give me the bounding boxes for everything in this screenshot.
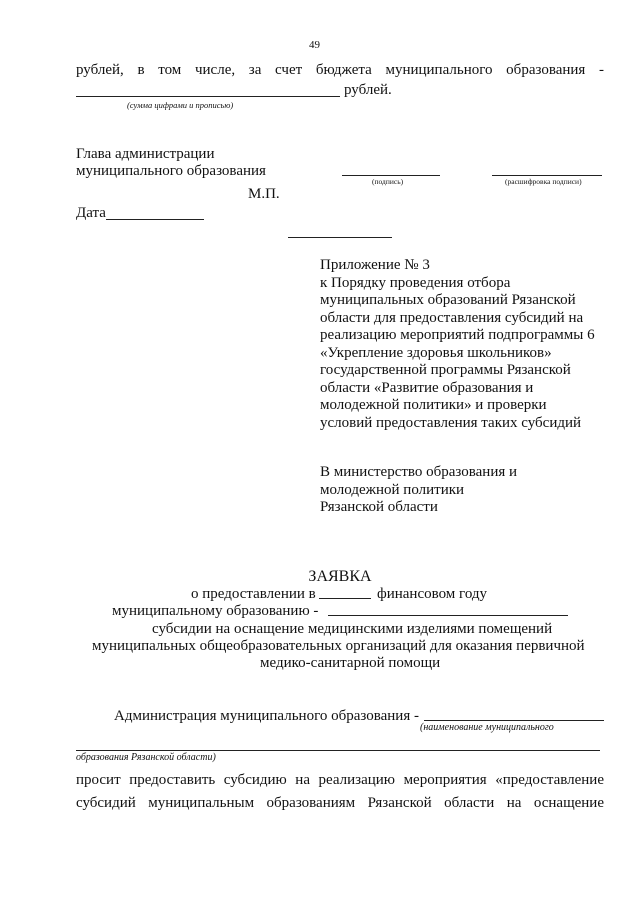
transcript-blank-line <box>492 175 602 176</box>
admin-name-blank-line-2 <box>76 750 600 751</box>
head-title-line2: муниципального образования <box>76 163 266 179</box>
transcript-caption: (расшифровка подписи) <box>505 177 582 186</box>
application-line4: муниципальных общеобразовательных организаций для оказания первичной <box>92 638 585 654</box>
appendix-line: муниципальных образований Рязанской <box>320 292 576 308</box>
addressee-line: Рязанской области <box>320 499 438 515</box>
admin-name-caption-b: образования Рязанской области) <box>76 752 216 763</box>
appendix-line: области для предоставления субсидий на <box>320 309 584 326</box>
admin-name-blank-line <box>424 720 604 721</box>
appendix-line: «Укрепление здоровья школьников» <box>320 344 552 361</box>
appendix-line: реализацию мероприятий подпрограммы 6 <box>320 327 595 343</box>
year-blank-line <box>319 598 371 599</box>
addressee-line: молодежной политики <box>320 481 465 498</box>
appendix-line: молодежной политики» и проверки <box>320 397 547 413</box>
addressee-line: В министерство образования и <box>320 464 518 480</box>
separator-line <box>288 237 392 238</box>
signature-caption: (подпись) <box>372 177 404 186</box>
date-blank-line <box>106 219 204 220</box>
application-line3: субсидии на оснащение медицинскими изделиями помещений <box>152 621 553 637</box>
appendix-block <box>320 257 595 432</box>
rubles-suffix: рублей. <box>344 82 392 98</box>
application-title: ЗАЯВКА <box>308 568 372 585</box>
request-paragraph-line2: субсидий муниципальным образованиям Рязанской области на оснащение <box>76 795 604 811</box>
appendix-line: государственной программы Рязанской <box>320 362 571 378</box>
admin-label: Администрация муниципального образования - <box>114 708 419 724</box>
application-municipality-label: муниципальному образованию - <box>112 603 319 619</box>
sum-blank-line <box>76 96 340 97</box>
application-year-suffix: финансовом году <box>377 586 488 602</box>
addressee-block <box>320 464 517 517</box>
head-title-line1: Глава администрации <box>76 146 215 162</box>
application-year-prefix: о предоставлении в <box>191 586 316 602</box>
date-label: Дата <box>76 205 106 221</box>
municipality-blank-line <box>328 615 568 616</box>
application-line5: медико-санитарной помощи <box>260 655 441 671</box>
stamp-label: М.П. <box>248 186 280 202</box>
appendix-line: области «Развитие образования и <box>320 379 534 396</box>
appendix-line: Приложение № 3 <box>320 257 430 273</box>
page-number: 49 <box>309 39 320 51</box>
admin-name-caption-a: (наименование муниципального <box>420 722 554 733</box>
request-paragraph-line1: просит предоставить субсидию на реализацию мероприятия «предоставление <box>76 772 604 788</box>
appendix-line: к Порядку проведения отбора <box>320 274 511 291</box>
signature-blank-line <box>342 175 440 176</box>
budget-sentence-line1: рублей, в том числе, за счет бюджета муниципального образования - <box>76 62 604 78</box>
sum-caption: (сумма цифрами и прописью) <box>127 100 234 110</box>
appendix-line: условий предоставления таких субсидий <box>320 414 582 431</box>
